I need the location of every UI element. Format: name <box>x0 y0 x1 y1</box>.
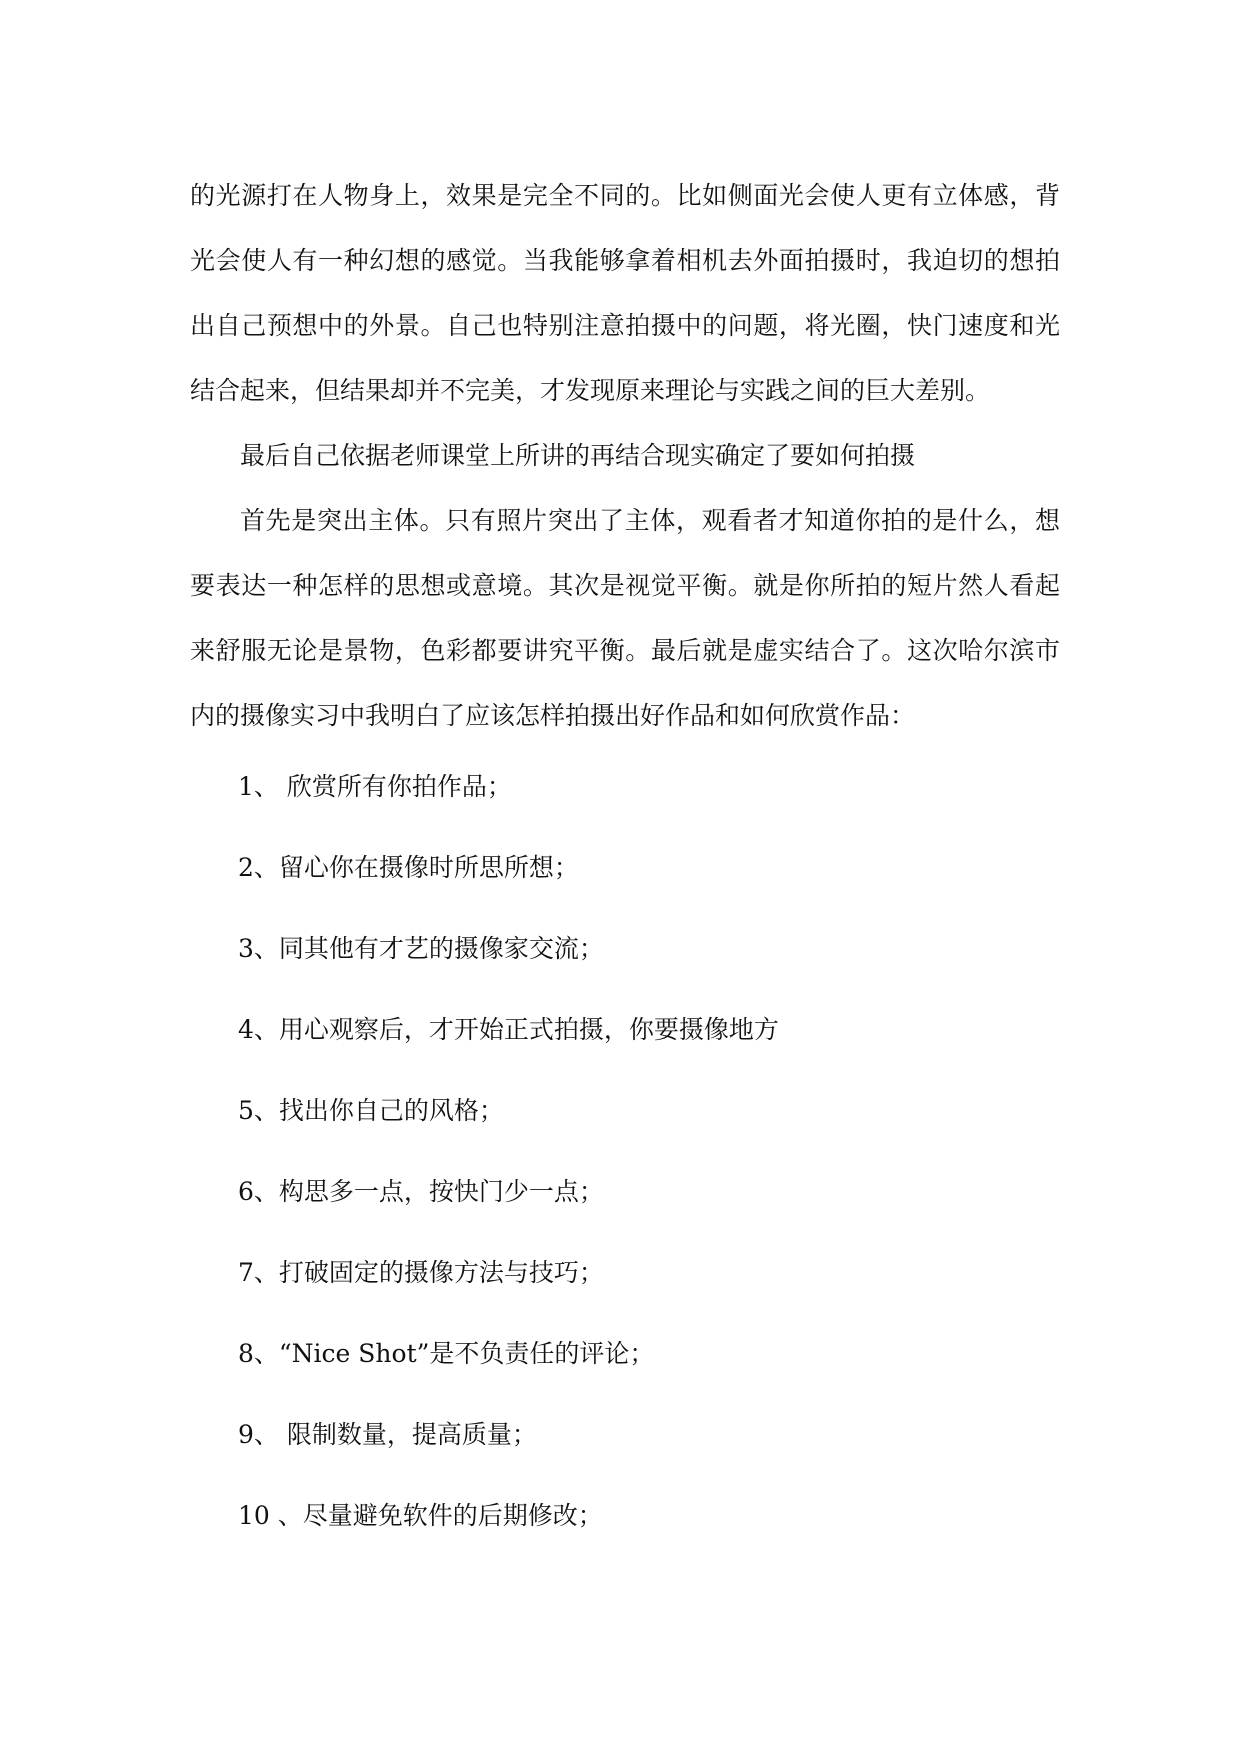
list-item: 2、留心你在摄像时所思所想； <box>238 853 579 882</box>
list-item: 10 、尽量避免软件的后期修改； <box>238 1501 603 1530</box>
list-item: 9、 限制数量，提高质量； <box>238 1420 537 1449</box>
list-item: 1、 欣赏所有你拍作品； <box>238 772 512 801</box>
list-item: 8、“Nice Shot”是不负责任的评论； <box>238 1339 655 1368</box>
list-item: 6、构思多一点，按快门少一点； <box>238 1177 604 1206</box>
tips-list <box>190 766 1060 1576</box>
list-item: 4、用心观察后，才开始正式拍摄，你要摄像地方 <box>238 1015 779 1044</box>
list-item: 7、打破固定的摄像方法与技巧； <box>238 1258 604 1287</box>
list-item: 3、同其他有才艺的摄像家交流； <box>238 934 604 963</box>
list-item: 5、找出你自己的风格； <box>238 1096 504 1125</box>
paragraph-shooting-method: 最后自己依据老师课堂上所讲的再结合现实确定了要如何拍摄 <box>240 441 916 470</box>
paragraph-lighting: 的光源打在人物身上，效果是完全不同的。比如侧面光会使人更有立体感，背光会使人有一种幻想的感觉。当我能够拿着相机去外面拍摄时，我迫切的想拍出自己预想中的外景。自己也特别注意拍摄中的问题，将光圈，快门速度和光结合起来，但结果却并不完美，才发现原来理论与实践之间的巨大差别。 <box>190 181 1060 405</box>
paragraph-composition: 首先是突出主体。只有照片突出了主体，观看者才知道你拍的是什么，想要表达一种怎样的思想或意境。其次是视觉平衡。就是你所拍的短片然人看起来舒服无论是景物，色彩都要讲究平衡。最后就是虚实结合了。这次哈尔滨市内的摄像实习中我明白了应该怎样拍摄出好作品和如何欣赏作品： <box>190 506 1060 730</box>
document-body <box>190 163 1060 1576</box>
